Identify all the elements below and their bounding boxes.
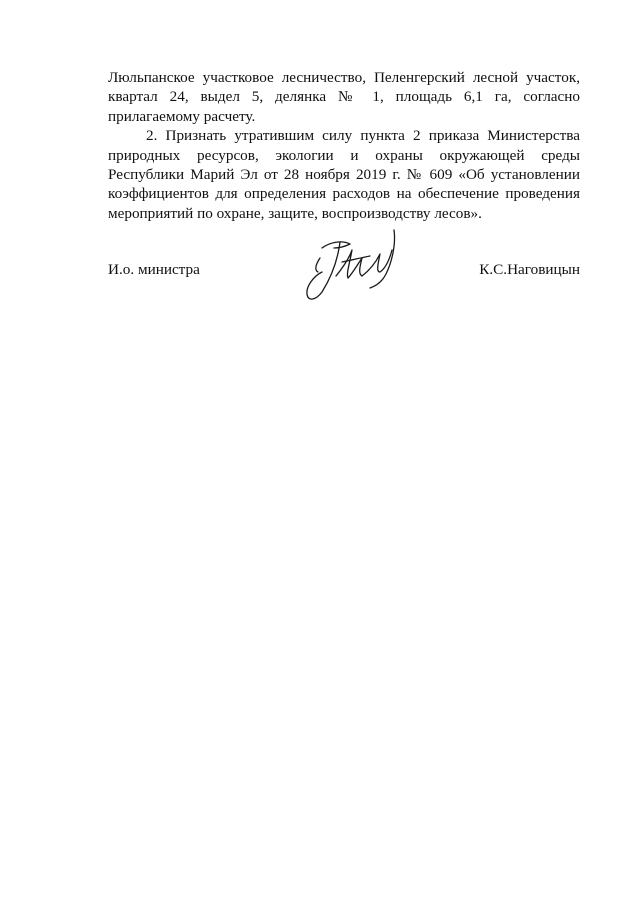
signatory-name: К.С.Наговицын [479, 261, 580, 278]
signatory-title: И.о. министра [108, 261, 200, 278]
paragraph-continuation: Люльпанское участковое лесничество, Пеленгерский лесной участок, квартал 24, выдел 5, делянка № 1, площадь 6,1 га, согласно прилагаемому расчету. [108, 69, 580, 125]
paragraph-item-2: 2. Признать утратившим силу пункта 2 приказа Министерства природных ресурсов, экологии и охраны окружающей среды Республики Марий Эл от 28 ноября 2019 г. № 609 «Об установлении коэффициентов для определения расходов на обеспечение проведения мероприятий по охране, защите, воспроизводству лесов». [108, 127, 580, 222]
document-body [108, 68, 580, 223]
handwritten-signature [300, 214, 410, 314]
